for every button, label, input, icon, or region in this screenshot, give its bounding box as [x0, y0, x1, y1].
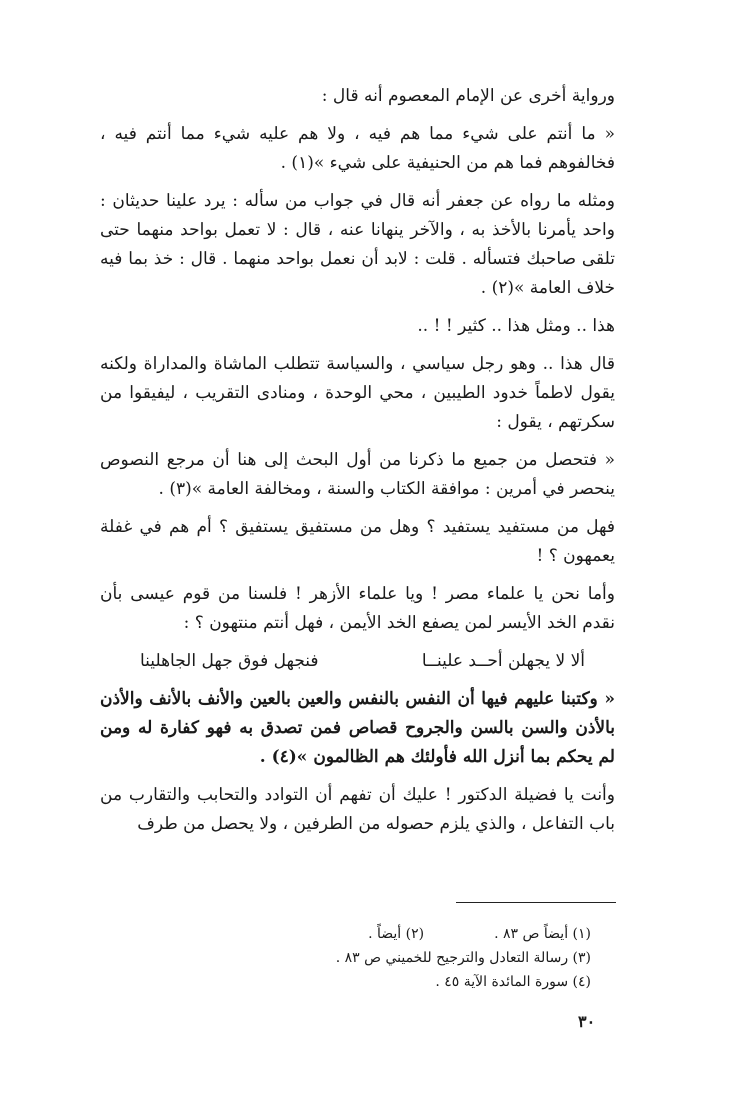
page-number: ٣٠	[578, 1012, 596, 1031]
paragraph-question: فهل من مستفيد يستفيد ؟ وهل من مستفيق يستفيق ؟ أم هم في غفلة يعمهون ؟ !	[100, 517, 615, 566]
paragraph-intro: ورواية أخرى عن الإمام المعصوم أنه قال :	[321, 86, 615, 106]
paragraph-remark: هذا .. ومثل هذا .. كثير ! ! ..	[417, 316, 615, 336]
paragraph-jafar-narration: ومثله ما رواه عن جعفر أنه قال في جواب من سأله : يرد علينا حديثان : واحد يأمرنا بالأخذ به ، والآخر ينهانا عنه ، قال : لا تعمل بواحد منهما حتى تلقى صاحبك فتسأله . قلت : لابد أن نعمل بواحد منهما . قال : خذ بما فيه خلاف العامة »(٢) .	[100, 191, 615, 298]
footnote-4: (٤) سورة المائدة الآية ٤٥ .	[435, 974, 591, 990]
footnote-1: (١) أيضاً ص ٨٣ .	[494, 926, 591, 942]
verse-first-hemistich: ألا لا يجهلن أحــد علينــا	[421, 651, 585, 671]
footnote-divider	[456, 902, 616, 903]
footnotes	[171, 922, 591, 994]
footnote-3: (٣) رسالة التعادل والترجيح للخميني ص ٨٣ .	[335, 950, 591, 966]
footnote-row	[171, 922, 591, 946]
footnote-2: (٢) أيضاً .	[368, 926, 425, 942]
paragraph-politician: قال هذا .. وهو رجل سياسي ، والسياسة تتطلب الماشاة والمداراة ولكنه يقول لاطماً خدود الطيبين ، محي الوحدة ، ومنادى التقريب ، ليفيقوا من سكرتهم ، يقول :	[100, 354, 615, 432]
paragraph-quote-1: « ما أنتم على شيء مما هم فيه ، ولا هم عليه شيء مما أنتم فيه ، فخالفوهم فما هم من الحنيفية على شيء »(١) .	[100, 124, 615, 173]
paragraph-ulama: وأما نحن يا علماء مصر ! ويا علماء الأزهر ! فلسنا من قوم عيسى بأن نقدم الخد الأيسر لمن يصفع الخد الأيمن ، فهل أنتم منتهون ؟ :	[100, 584, 615, 633]
paragraph-closing: وأنت يا فضيلة الدكتور ! عليك أن تفهم أن التوادد والتحابب والتقارب من باب التفاعل ، والذي يلزم حصوله من الطرفين ، ولا يحصل من طرف	[100, 785, 615, 834]
verse-second-hemistich: فنجهل فوق جهل الجاهلينا	[140, 651, 319, 671]
quran-quote: « وكتبنا عليهم فيها أن النفس بالنفس والعين بالعين والأنف بالأنف والأذن بالأذن والسن بالسن والجروح قصاص فمن تصدق به فهو كفارة له ومن لم يحكم بما أنزل الله فأولئك هم الظالمون »(٤) .	[100, 689, 615, 767]
paragraph-quote-2: « فتحصل من جميع ما ذكرنا من أول البحث إلى هنا أن مرجع النصوص ينحصر في أمرين : موافقة الكتاب والسنة ، ومخالفة العامة »(٣) .	[100, 450, 615, 499]
poetry-verse	[100, 647, 615, 675]
